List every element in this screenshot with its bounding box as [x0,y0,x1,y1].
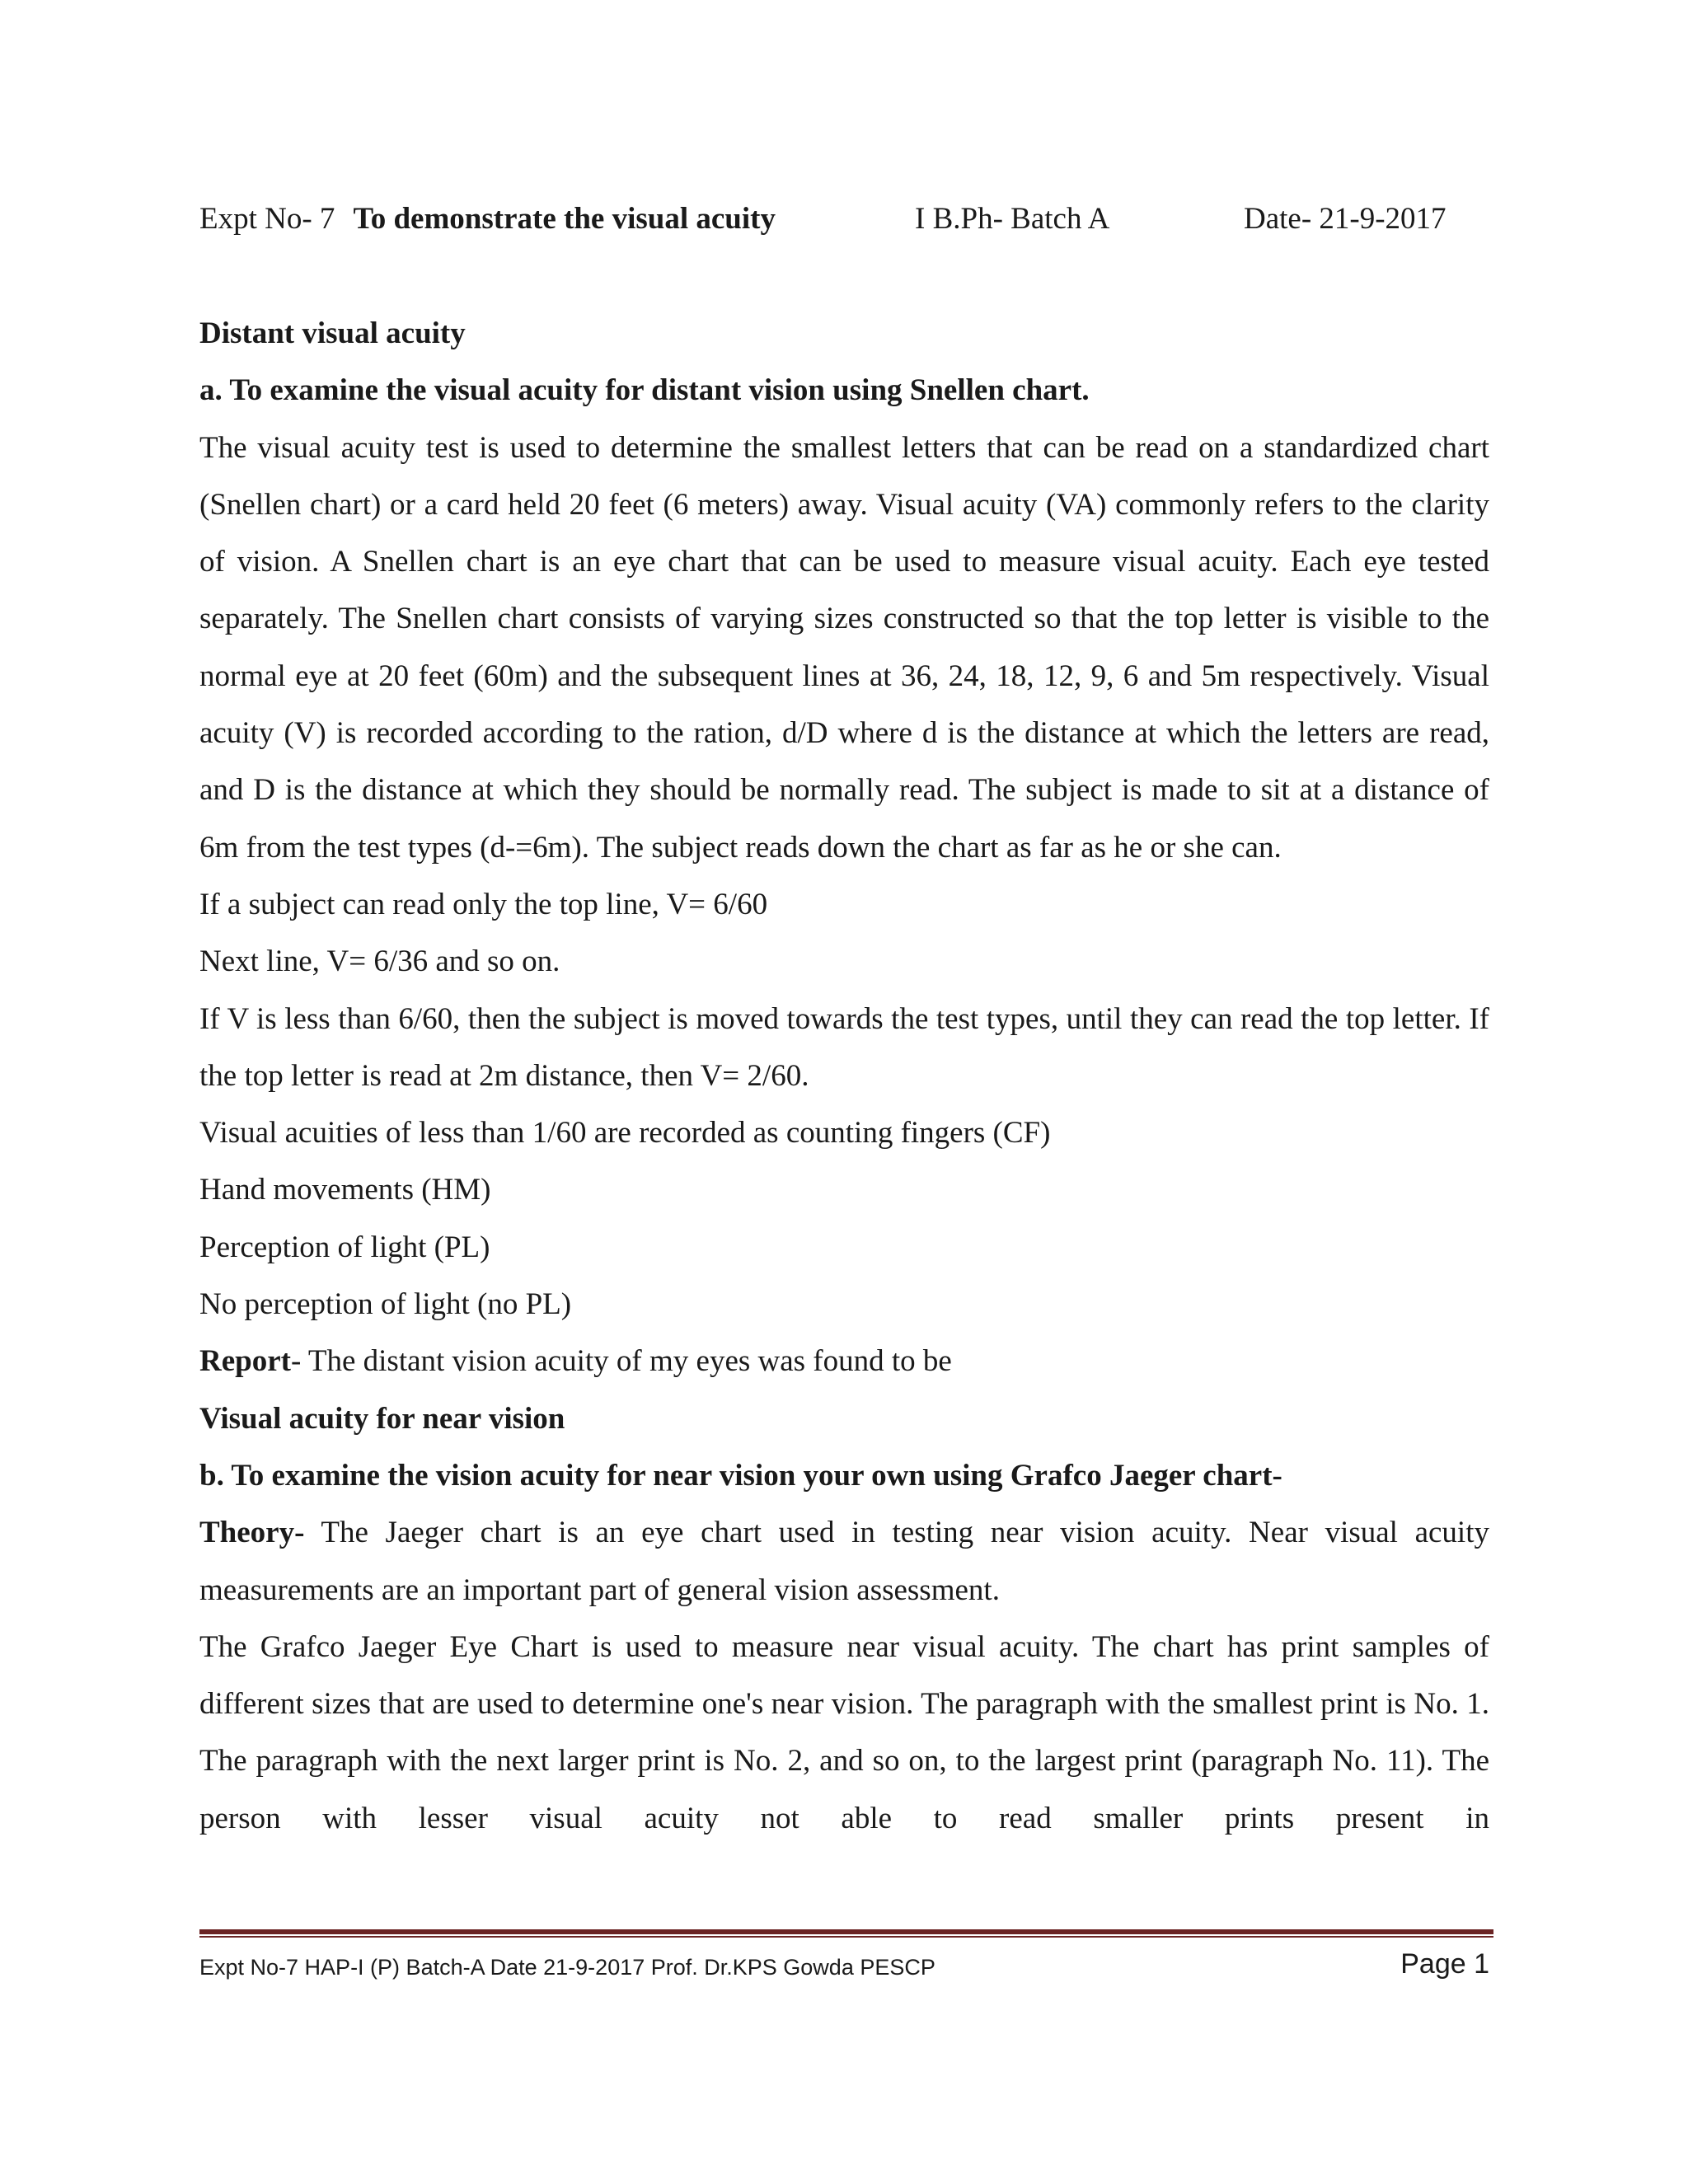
report-text: - The distant vision acuity of my eyes was found to be [290,1344,952,1379]
line-counting-fingers: Visual acuities of less than 1/60 are recorded as counting fingers (CF) [199,1116,1051,1151]
paragraph-theory [199,1504,1489,1619]
header-expt-line [199,194,776,244]
report-label: Report [199,1344,291,1379]
section-heading-distant: Distant visual acuity [199,316,466,350]
line-perception-light: Perception of light (PL) [199,1230,490,1264]
line-no-perception-light: No perception of light (no PL) [199,1287,572,1322]
expt-number: Expt No- 7 [199,202,335,236]
document-body [199,305,1489,1847]
experiment-title: To demonstrate the visual acuity [353,202,776,236]
section-heading-near: Visual acuity for near vision [199,1401,565,1436]
paragraph-snellen: The visual acuity test is used to determine the smallest letters that can be read on a standardized chart (Snellen chart) or a card held 20 feet (6 meters) away. Visual acuity (VA) commonly refers to the clarity of vision. A Snellen chart is an eye chart that can be used to measure visual acuity. Each eye tested separately. The Snellen chart consists of varying sizes constructed so that the top letter is visible to the normal eye at 20 feet (60m) and the subsequent lines at 36, 24, 18, 12, 9, 6 and 5m respectively. Visual acuity (V) is recorded according to the ration, d/D where d is the distance at which the letters are read, and D is the distance at which they should be normally read. The subject is made to sit at a distance of 6m from the test types (d-=6m). The subject reads down the chart as far as he or she can. [199,430,1489,865]
paragraph-less-than: If V is less than 6/60, then the subject is moved towards the test types, until they can read the top letter. If the top letter is read at 2m distance, then V= 2/60. [199,1001,1489,1093]
theory-text: The Jaeger chart is an eye chart used in testing near vision acuity. Near visual acuity measurements are an important part of general vision assessment. [199,1516,1489,1607]
subheading-a: a. To examine the visual acuity for distant vision using Snellen chart. [199,373,1090,408]
footer-divider-thick [199,1929,1493,1934]
document-page [199,0,1489,2184]
theory-label: Theory- [199,1516,305,1550]
batch-label: I B.Ph- Batch A [915,202,1110,236]
line-hand-movements: Hand movements (HM) [199,1173,491,1207]
footer-divider [199,1929,1493,1938]
line-top-acuity: If a subject can read only the top line, V= 6/60 [199,887,768,921]
footer-info: Expt No-7 HAP-I (P) Batch-A Date 21-9-2017 Prof. Dr.KPS Gowda PESCP [199,1955,935,1980]
line-next-acuity: Next line, V= 6/36 and so on. [199,944,560,979]
report-line [199,1333,1489,1390]
page-header [199,194,1489,244]
date-label: Date- 21-9-2017 [1244,202,1447,236]
page-footer [199,1947,1489,1988]
subheading-b: b. To examine the vision acuity for near vision your own using Grafco Jaeger chart- [199,1458,1282,1493]
page-number: Page 1 [1400,1948,1489,1980]
paragraph-grafco: The Grafco Jaeger Eye Chart is used to measure near visual acuity. The chart has print samples of different sizes that are used to determine one's near vision. The paragraph with the smallest print is No. 1. The paragraph with the next larger print is No. 2, and so on, to the largest print (paragraph No. 11). The person with lesser visual acuity not able to read smaller prints present in [199,1629,1489,1835]
footer-divider-thin [199,1936,1493,1938]
